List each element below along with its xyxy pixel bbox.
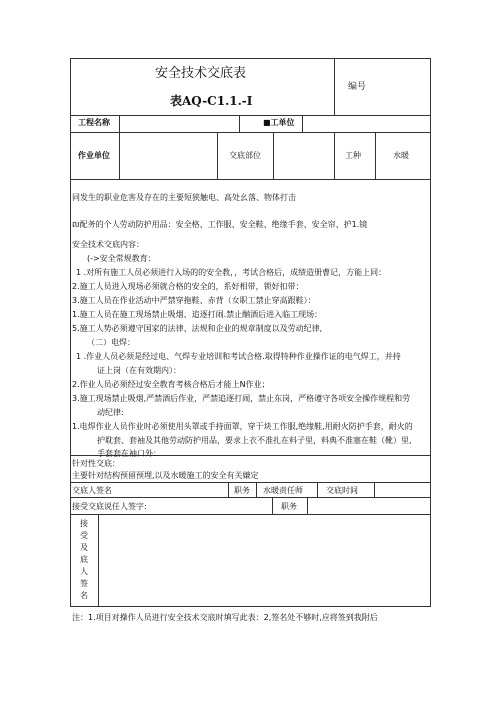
number-label: 编号	[348, 82, 367, 92]
body-line: 证上岗（在有效期内）：	[97, 366, 181, 375]
handover-time-field[interactable]	[375, 483, 429, 496]
project-name-field[interactable]	[120, 116, 238, 131]
footer-note: 注：1.项目对操作人员进行安全技术交底时填写此表：2,签名处不够时,应将签到我附后	[72, 613, 378, 622]
receiver-lead-label: 接受交底说任人签字:	[72, 502, 147, 511]
body-line: 3.施工人员在作业活动中严禁穿拖鞋、赤背（女职工禁止穿高跟鞋）：	[72, 296, 316, 305]
position-field-2[interactable]	[308, 498, 429, 513]
body-line: 2.施工人员进入现场必须就合格的安全的，系好相带，锁好扣带：	[72, 282, 304, 291]
body-line: 1 .作业人员必须是经过电、气焊专业培训和考试合格.取得特种作业操作证的电气焊工，并持	[76, 352, 401, 361]
operating-unit-field[interactable]	[120, 133, 216, 178]
handover-signer-label: 交底人签名	[72, 486, 112, 495]
body-line: 1.施工人员在施工现场禁止吸烟、追逐打闹.禁止酗酒后进入临工现场：	[72, 310, 323, 319]
targeted-label: 针对性交底：	[72, 459, 120, 468]
body-line: 动纪律:	[97, 408, 124, 417]
handover-signer-field[interactable]	[120, 483, 226, 496]
position-label-2: 职务	[281, 502, 297, 511]
body-line: 手套套在袖口外：	[97, 449, 161, 458]
trade-label: 工种	[345, 151, 361, 160]
trade-value: 水暖	[393, 151, 409, 160]
body-line: 护耽套、套袖及其他劳动防护用品，要求上衣不准扎在料子里，料典不准塞在鞋（靴）里,	[97, 436, 412, 445]
receiver-lead-field[interactable]	[160, 498, 271, 513]
body-line: 5.施工人势必须遵守国家的法律、法规和企业的规章制度以及劳动纪律,	[72, 324, 323, 333]
form-code: 表AQ-C1.1.-I	[170, 94, 253, 108]
section-heading-general: (->安全常规教育：	[87, 254, 156, 263]
body-line: 3.施工现场禁止吸烟,严禁酒后作业，严禁追逐打闹，禁止东岗，严格遵守各项安全操作规程和劳	[72, 394, 411, 403]
project-name-label: 工程名称	[78, 118, 110, 127]
work-unit-field[interactable]	[303, 116, 429, 131]
receiver-sign-label: 接受及底人签名	[80, 519, 88, 600]
body-line: 1.电焊作业人员作业时必须使用头罩或手持面罩，穿干块工作服,绝缘鞋,用耐火防护手套，耐火的	[72, 422, 413, 431]
body-line: 2.作业人员必须经过安全教育考核合格后才能上N作业；	[72, 380, 270, 389]
form-title: 安全技术交底表	[155, 66, 247, 81]
section-heading-welding: （二）电焊：	[87, 338, 135, 347]
work-unit-label: ■工单位	[263, 118, 295, 127]
handover-dept-label: 交底部位	[229, 151, 261, 160]
ppe-line: ល配务的个人劳动防护用品：安全格、工作服、安全鞋、绝缘手套、安全帘、护1.镜	[72, 220, 368, 229]
body-line: 1 .对所有施工人员必须进行入场的的安全教，，考试合格后，成绩造册曹记，方能上同：	[76, 268, 387, 277]
position-label: 职务	[234, 486, 250, 495]
receiver-sign-area[interactable]	[99, 515, 429, 605]
handover-dept-field[interactable]	[274, 133, 333, 178]
content-heading: 安全技术交底内容：	[72, 240, 144, 249]
hazard-line: 同发生的职业危害及存在的主要短狭触电、高处幺落、物体打击	[72, 193, 296, 202]
handover-time-label: 交底时间	[326, 486, 358, 495]
plumbing-lead-label: 水暖责任师	[263, 486, 303, 495]
targeted-content: 主要针对结构预留预埋,以及水暖施工的安全有关嫌定	[72, 471, 259, 480]
operating-unit-label: 作业单位	[78, 151, 110, 160]
